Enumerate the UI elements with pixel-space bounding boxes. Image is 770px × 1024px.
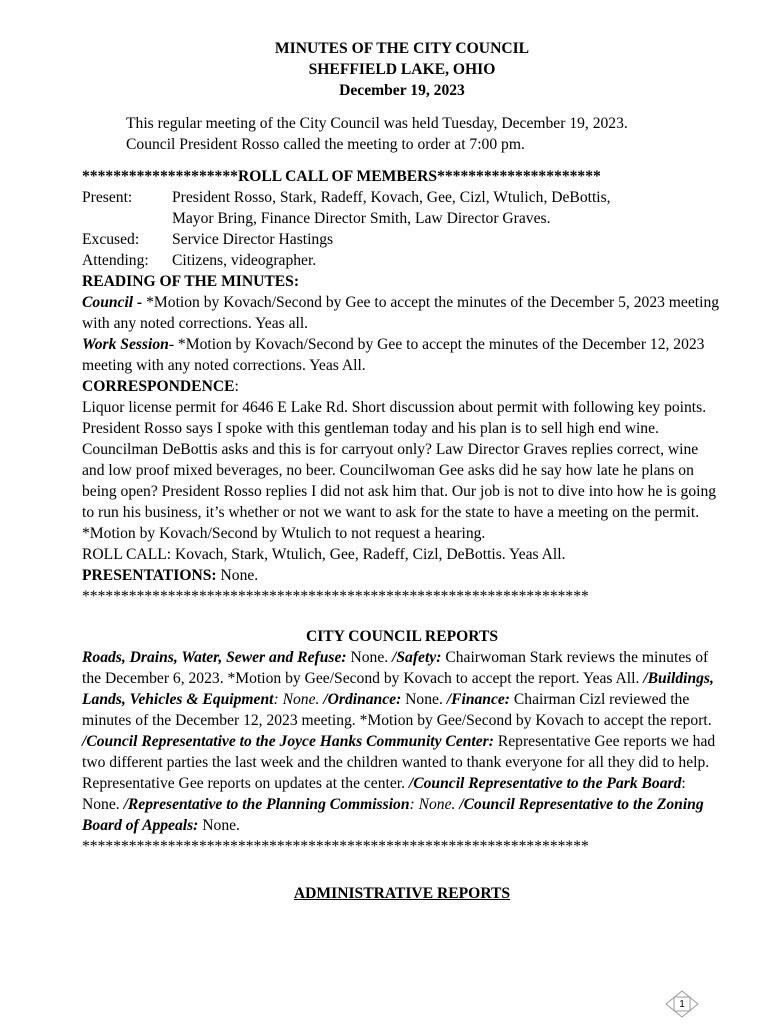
presentations-value: None. (216, 567, 259, 584)
council-reports-body (82, 647, 722, 836)
zoning-board-value: None. (198, 817, 240, 834)
excused-label: Excused: (82, 231, 140, 248)
present-row (82, 187, 722, 229)
jhcc-value: Representative Gee reports we had two different parties the last week and the children wanted to thank everyone for all they did to help. Representative Gee reports on updates at the center. (82, 733, 716, 792)
planning-commission-label: /Representative to the Planning Commission (123, 796, 410, 813)
zoning-board-label: /Council Representative to the Zoning Board of Appeals: (82, 796, 704, 834)
present-value (172, 187, 611, 229)
present-line-1: President Rosso, Stark, Radeff, Kovach, Gee, Cizl, Wtulich, DeBottis, (172, 189, 611, 206)
header-title: MINUTES OF THE CITY COUNCIL (274, 40, 530, 57)
park-board-value: : None. (82, 775, 686, 813)
correspondence-heading: CORRESPONDENCE (82, 378, 235, 395)
attending-label: Attending: (82, 252, 149, 269)
council-label: Council - (82, 294, 147, 311)
safety-label: /Safety: (392, 649, 442, 666)
finance-value: Chairman Cizl reviewed the minutes of the December 12, 2023 meeting. *Motion by Gee/Second by Kovach to accept the report. (82, 691, 712, 729)
planning-commission-value: : None. (409, 796, 460, 813)
admin-reports-title: ADMINISTRATIVE REPORTS (293, 885, 511, 902)
park-board-label: /Council Representative to the Park Board (408, 775, 682, 792)
present-label: Present: (82, 189, 133, 206)
finance-label: /Finance: (446, 691, 510, 708)
roll-call-heading: ********************ROLL CALL OF MEMBERS********************* (82, 168, 601, 185)
intro-line-2: Council President Rosso called the meeting to order at 7:00 pm. (126, 136, 525, 153)
excused-value: Service Director Hastings (172, 231, 334, 248)
ordinance-value: None. (401, 691, 447, 708)
ordinance-label: /Ordinance: (323, 691, 402, 708)
presentations-label: PRESENTATIONS: (82, 567, 217, 584)
work-session-paragraph (82, 334, 722, 376)
buildings-value: : None. (273, 691, 324, 708)
work-session-text: - *Motion by Kovach/Second by Gee to accept the minutes of the December 12, 2023 meeting with any noted corrections. Yeas All. (82, 336, 705, 374)
roads-label: Roads, Drains, Water, Sewer and Refuse: (82, 649, 347, 666)
buildings-label: /Buildings, Lands, Vehicles & Equipment (82, 670, 714, 708)
header-city: SHEFFIELD LAKE, OHIO (308, 61, 496, 78)
minutes-page (82, 38, 722, 904)
council-text: *Motion by Kovach/Second by Gee to accept the minutes of the December 5, 2023 meeting with any noted corrections. Yeas all. (82, 294, 720, 332)
present-line-2: Mayor Bring, Finance Director Smith, Law Director Graves. (172, 210, 551, 227)
correspondence-heading-line (82, 376, 722, 397)
roads-value: None. (346, 649, 393, 666)
safety-value: Chairwoman Stark reviews the minutes of the December 6, 2023. *Motion by Gee/Second by Kovach to accept the report. Yeas All. (82, 649, 709, 687)
correspondence-roll-call: ROLL CALL: Kovach, Stark, Wtulich, Gee, Radeff, Cizl, DeBottis. Yeas All. (82, 546, 566, 563)
presentations-line (82, 565, 722, 586)
intro-paragraph (82, 113, 722, 155)
divider-stars: ***************************************************************** (82, 588, 589, 605)
attending-value: Citizens, videographer. (172, 252, 317, 269)
intro-line-1: This regular meeting of the City Council was held Tuesday, December 19, 2023. (126, 115, 628, 132)
correspondence-body: Liquor license permit for 4646 E Lake Rd. Short discussion about permit with following key points. President Rosso says I spoke with this gentleman today and his plan is to sell high end wine. Councilman DeBottis asks and this is for carryout only? Law Director Graves replies correct, wine and low proof mixed beverages, no beer. Councilwoman Gee asks did he say how late he plans on being open? President Rosso replies I did not ask him that. Our job is not to dive into how he is going to run his business, it’s whether or not we want to ask for the state to have a meeting on the permit. (82, 399, 717, 521)
document-header (82, 38, 722, 101)
minutes-heading: READING OF THE MINUTES: (82, 273, 300, 290)
council-reports-title: CITY COUNCIL REPORTS (305, 628, 499, 645)
council-minutes-paragraph (82, 292, 722, 334)
page-number-badge (664, 990, 700, 1018)
divider-stars-2: ***************************************************************** (82, 838, 589, 855)
page-number: 1 (679, 998, 685, 1010)
excused-row (82, 229, 722, 250)
attending-row (82, 250, 722, 271)
correspondence-motion: *Motion by Kovach/Second by Wtulich to not request a hearing. (82, 525, 486, 542)
header-date: December 19, 2023 (339, 82, 465, 99)
correspondence-colon: : (234, 378, 239, 395)
work-session-label: Work Session (82, 336, 169, 353)
jhcc-label: /Council Representative to the Joyce Hanks Community Center: (82, 733, 494, 750)
